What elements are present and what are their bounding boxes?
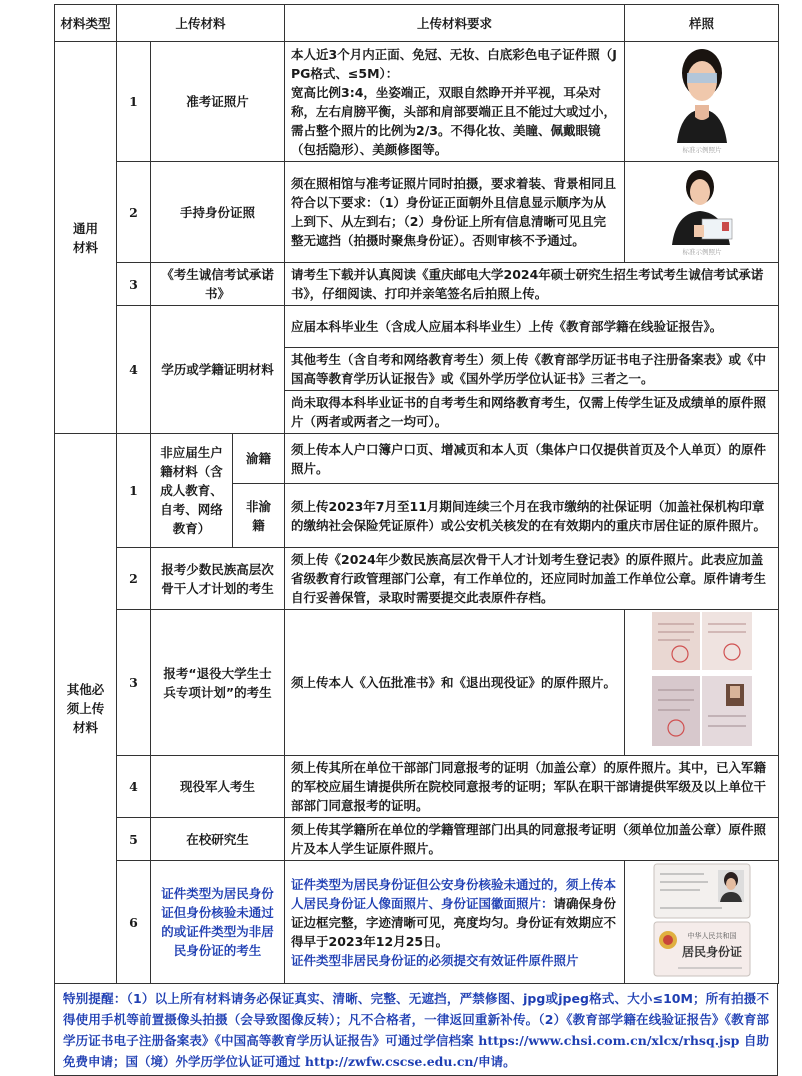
sub-type-yu: 渝籍 bbox=[233, 434, 285, 484]
row-number: 1 bbox=[117, 434, 151, 548]
upload-name: 非应届生户籍材料（含成人教育、自考、网络教育） bbox=[151, 434, 233, 548]
group-label-other: 其他必须上传材料 bbox=[55, 434, 117, 984]
id-card-back-line1: 中华人民共和国 bbox=[687, 931, 737, 940]
requirement-text: 尚未取得本科毕业证书的自考考生和网络教育考生，仅需上传学生证及成绩单的原件照片（两者或两者之一均可）。 bbox=[285, 391, 779, 434]
table-row bbox=[55, 263, 779, 306]
table-row bbox=[55, 162, 779, 263]
table-row bbox=[55, 306, 779, 348]
table-header bbox=[55, 5, 779, 42]
upload-name: 学历或学籍证明材料 bbox=[151, 306, 285, 434]
requirement-text: 须上传本人户口簿户口页、增减页和本人页（集体户口仅提供首页及个人单页）的原件照片。 bbox=[285, 434, 779, 484]
sub-type-non-yu: 非渝籍 bbox=[233, 484, 285, 548]
id-card-back-line2: 居民身份证 bbox=[681, 944, 742, 959]
requirement-text: 请确保身份证边框完整，字迹清晰可见，亮度均匀。身份证有效期应不得早于2023年12月25日。 bbox=[291, 895, 617, 949]
sample-photo-cell bbox=[625, 610, 779, 756]
row-number: 2 bbox=[117, 162, 151, 263]
row-number: 1 bbox=[117, 42, 151, 162]
table-row bbox=[55, 818, 779, 861]
requirement-text: 应届本科毕业生（含成人应届本科毕业生）上传《教育部学籍在线验证报告》。 bbox=[285, 306, 779, 348]
requirement-text: 其他考生（含自考和网络教育考生）须上传《教育部学历证书电子注册备案表》或《中国高等教育学历认证报告》或《国外学历学位认证书》三者之一。 bbox=[285, 348, 779, 391]
table-row bbox=[55, 434, 779, 484]
sample-caption: 标准示例照片 bbox=[682, 146, 722, 154]
header-upload: 上传材料 bbox=[117, 5, 285, 42]
requirement-text: 本人近3个月内正面、免冠、无妆、白底彩色电子证件照（JPG格式、≤5M）： 宽高比例3:4，坐姿端正，双眼自然睁开并平视，耳朵对称，左右肩膀平衡，头部和肩部要端正且不能过大或过小，需占整个照片的比例为2/3。不得化妆、美瞳、佩戴眼镜（包括隐形）、美颜修图等。 bbox=[285, 42, 625, 162]
table-row bbox=[55, 610, 779, 756]
requirement-text-blue: 证件类型为居民身份证但公安身份核验未通过的，须上传本人居民身份证人像面照片、身份证国徽面照片： bbox=[291, 876, 617, 911]
sample-handheld-id-image bbox=[652, 163, 752, 257]
table-row bbox=[55, 548, 779, 610]
upload-name: 证件类型为居民身份证但身份核验未通过的或证件类型为非居民身份证的考生 bbox=[151, 861, 285, 984]
chsi-link[interactable]: https://www.chsi.com.cn/xlcx/rhsq.jsp bbox=[478, 1033, 740, 1048]
header-sample: 样照 bbox=[625, 5, 779, 42]
row-number: 4 bbox=[117, 306, 151, 434]
sample-photo-cell bbox=[625, 42, 779, 162]
materials-table bbox=[54, 4, 779, 984]
row-number: 3 bbox=[117, 610, 151, 756]
upload-name: 手持身份证照 bbox=[151, 162, 285, 263]
upload-name: 现役军人考生 bbox=[151, 756, 285, 818]
row-number: 6 bbox=[117, 861, 151, 984]
sample-caption: 标准示例照片 bbox=[682, 247, 722, 256]
sample-portrait-image bbox=[659, 43, 745, 155]
group-label-general: 通用材料 bbox=[55, 42, 117, 434]
requirement-text: 须在照相馆与准考证照片同时拍摄，要求着装、背景相同且符合以下要求：（1）身份证正面朝外且信息显示顺序为从上到下、从左到右；（2）身份证上所有信息清晰可见且完整无遮挡（拍摄时聚焦身份证）。否则审核不予通过。 bbox=[285, 162, 625, 263]
notice-text-3: 申请。 bbox=[478, 1054, 516, 1069]
notice-text-1: 特别提醒：（1）以上所有材料请务必保证真实、清晰、完整、无遮挡，严禁修图、jpg或jpeg格式、大小≤10M；所有拍摄不得使用手机等前置摄像头拍摄（会导致图像反转）；凡不合格者，一律返回重新补传。（2）《教育部学籍在线验证报告》《教育部学历证书电子注册备案表》《中国高等教育学历认证报告》可通过学信档案 bbox=[63, 991, 769, 1048]
notice-text-2: 自助免费申请；国（境）外学历学位认证可通过 bbox=[63, 1033, 769, 1069]
requirement-text: 须上传本人《入伍批准书》和《退出现役证》的原件照片。 bbox=[285, 610, 625, 756]
upload-name: 准考证照片 bbox=[151, 42, 285, 162]
upload-name: 报考少数民族高层次骨干人才计划的考生 bbox=[151, 548, 285, 610]
requirement-text-blue: 证件类型非居民身份证的必须提交有效证件原件照片 bbox=[291, 952, 579, 968]
sample-photo-cell bbox=[625, 861, 779, 984]
row-number: 2 bbox=[117, 548, 151, 610]
requirement-text: 须上传其所在单位干部部门同意报考的证明（加盖公章）的原件照片。其中，已入军籍的军校应届生请提供所在院校同意报考的证明；军队在职干部请提供军级及以上单位干部部门同意报考的证明。 bbox=[285, 756, 779, 818]
upload-name: 《考生诚信考试承诺书》 bbox=[151, 263, 285, 306]
sample-id-card-image bbox=[652, 862, 752, 978]
special-notice bbox=[54, 984, 778, 1076]
requirement-cell bbox=[285, 861, 625, 984]
requirement-text: 请考生下载并认真阅读《重庆邮电大学2024年硕士研究生招生考试考生诚信考试承诺书》，仔细阅读、打印并亲笔签名后拍照上传。 bbox=[285, 263, 779, 306]
requirement-text: 须上传《2024年少数民族高层次骨干人才计划考生登记表》的原件照片。此表应加盖省级教育行政管理部门公章，有工作单位的，还应同时加盖工作单位公章。原件请考生自行妥善保管，录取时需要提交此表原件存档。 bbox=[285, 548, 779, 610]
header-type: 材料类型 bbox=[55, 5, 117, 42]
requirement-text: 须上传2023年7月至11月期间连续三个月在我市缴纳的社保证明（加盖社保机构印章的缴纳社会保险凭证原件）或公安机关核发的在有效期内的重庆市居住证的原件照片。 bbox=[285, 484, 779, 548]
upload-name: 在校研究生 bbox=[151, 818, 285, 861]
document bbox=[54, 4, 778, 1076]
row-number: 3 bbox=[117, 263, 151, 306]
row-number: 5 bbox=[117, 818, 151, 861]
row-number: 4 bbox=[117, 756, 151, 818]
header-requirements: 上传材料要求 bbox=[285, 5, 625, 42]
upload-name: 报考“退役大学生士兵专项计划”的考生 bbox=[151, 610, 285, 756]
table-row bbox=[55, 756, 779, 818]
sample-photo-cell bbox=[625, 162, 779, 263]
table-row bbox=[55, 861, 779, 984]
table-row bbox=[55, 42, 779, 162]
sample-military-docs-image bbox=[650, 610, 754, 750]
cscse-link[interactable]: http://zwfw.cscse.edu.cn/ bbox=[304, 1054, 479, 1069]
requirement-text: 须上传其学籍所在单位的学籍管理部门出具的同意报考证明（须单位加盖公章）原件照片及本人学生证原件照片。 bbox=[285, 818, 779, 861]
